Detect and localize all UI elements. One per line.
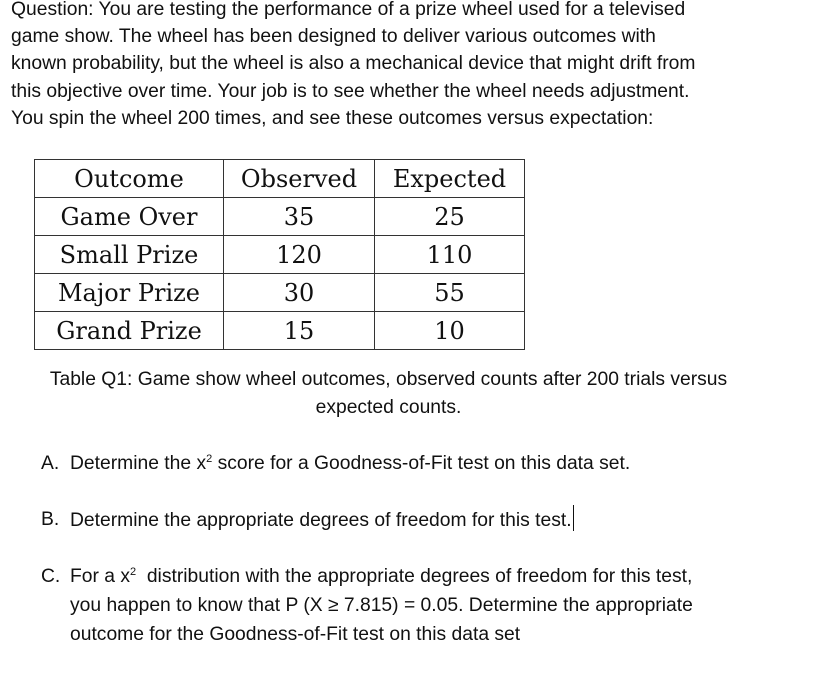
outcome-cell: Major Prize [35, 274, 224, 312]
part-text: For a x [70, 566, 130, 587]
observed-cell: 35 [224, 198, 375, 236]
part-b[interactable] [41, 505, 781, 535]
superscript: 2 [130, 566, 137, 578]
caption-line: expected counts. [315, 397, 462, 418]
table-row [35, 274, 525, 312]
caption-line: Table Q1: Game show wheel outcomes, observed counts after 200 trials versus [49, 369, 728, 390]
table-header-row [35, 160, 525, 198]
part-text: Determine the x [70, 453, 207, 474]
text-cursor [573, 505, 575, 531]
observed-cell: 15 [224, 312, 375, 350]
table-row [35, 236, 525, 274]
question-line: You spin the wheel 200 times, and see these outcomes versus expectation: [11, 107, 654, 129]
part-c [41, 562, 781, 649]
header-observed: Observed [224, 160, 375, 198]
part-line: outcome for the Goodness-of-Fit test on this data set [70, 624, 521, 645]
part-line [70, 562, 781, 591]
table-row [35, 312, 525, 350]
outcome-cell: Small Prize [35, 236, 224, 274]
header-expected: Expected [375, 160, 525, 198]
question-line: game show. The wheel has been designed to deliver various outcomes with [11, 26, 656, 48]
part-label: B. [41, 509, 60, 530]
expected-cell: 25 [375, 198, 525, 236]
question-line: this objective over time. Your job is to see whether the wheel needs adjustment. [11, 80, 690, 102]
header-outcome: Outcome [35, 160, 224, 198]
question-parts [41, 449, 781, 676]
part-line: you happen to know that P (X ≥ 7.815) = 0.05. Determine the appropriate [70, 595, 693, 616]
superscript: 2 [206, 453, 213, 465]
part-text: score for a Goodness-of-Fit test on this data set. [212, 453, 631, 474]
outcome-cell: Grand Prize [35, 312, 224, 350]
expected-cell: 10 [375, 312, 525, 350]
table-row [35, 198, 525, 236]
question-line: known probability, but the wheel is also a mechanical device that might drift from [11, 53, 696, 75]
part-label: C. [41, 566, 61, 587]
outcomes-table [34, 159, 525, 350]
table-caption [10, 366, 767, 422]
outcome-cell: Game Over [35, 198, 224, 236]
part-text[interactable]: Determine the appropriate degrees of freedom for this test. [70, 510, 572, 531]
expected-cell: 110 [375, 236, 525, 274]
expected-cell: 55 [375, 274, 525, 312]
observed-cell: 120 [224, 236, 375, 274]
observed-cell: 30 [224, 274, 375, 312]
part-a [41, 449, 781, 478]
part-label: A. [41, 453, 60, 474]
question-line: Question: You are testing the performance of a prize wheel used for a televised [11, 0, 686, 20]
part-text: distribution with the appropriate degrees of freedom for this test, [136, 566, 693, 587]
question-text [11, 0, 811, 132]
